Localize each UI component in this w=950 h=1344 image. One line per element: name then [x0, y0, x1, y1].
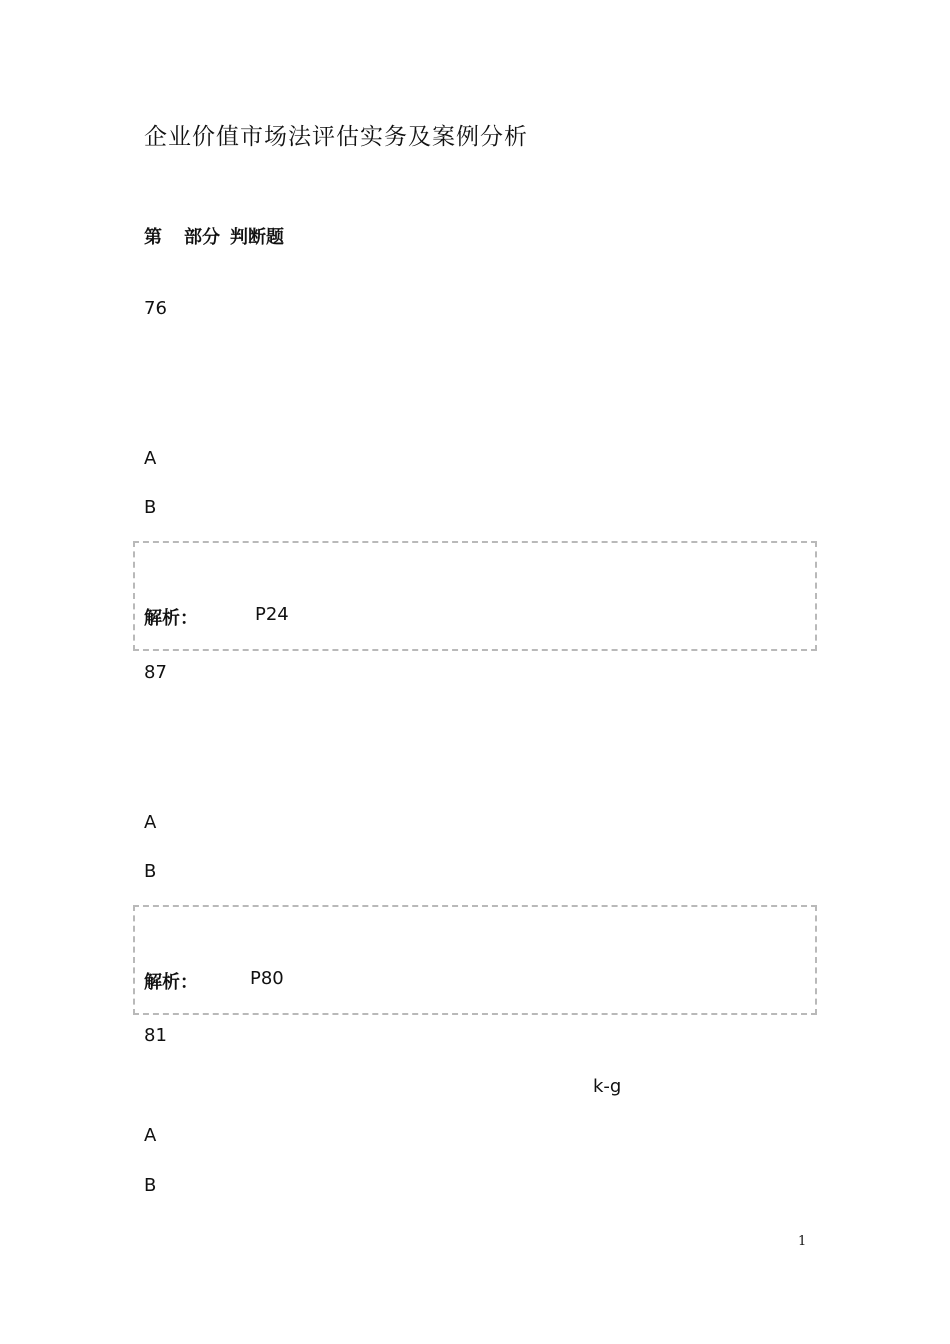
section-part2: 部分 [184, 227, 220, 248]
section-part3: 判断题 [230, 227, 284, 248]
analysis-label: 解析： [144, 608, 198, 629]
analysis-box [133, 905, 817, 1015]
option-a: A [144, 1125, 157, 1146]
document-title: 企业价值市场法评估实务及案例分析 [144, 124, 528, 150]
section-part1: 第 [144, 227, 162, 248]
question-number: 87 [144, 662, 167, 683]
section-heading [144, 223, 284, 249]
question-number: 81 [144, 1025, 167, 1046]
analysis-ref: P80 [250, 968, 284, 989]
formula-fragment: k-g [593, 1076, 622, 1097]
analysis-label: 解析： [144, 972, 198, 993]
analysis-ref: P24 [255, 604, 289, 625]
analysis-box [133, 541, 817, 651]
page-number: 1 [798, 1234, 807, 1249]
option-b: B [144, 861, 157, 882]
option-b: B [144, 497, 157, 518]
option-a: A [144, 448, 157, 469]
option-b: B [144, 1175, 157, 1196]
option-a: A [144, 812, 157, 833]
question-number: 76 [144, 298, 167, 319]
